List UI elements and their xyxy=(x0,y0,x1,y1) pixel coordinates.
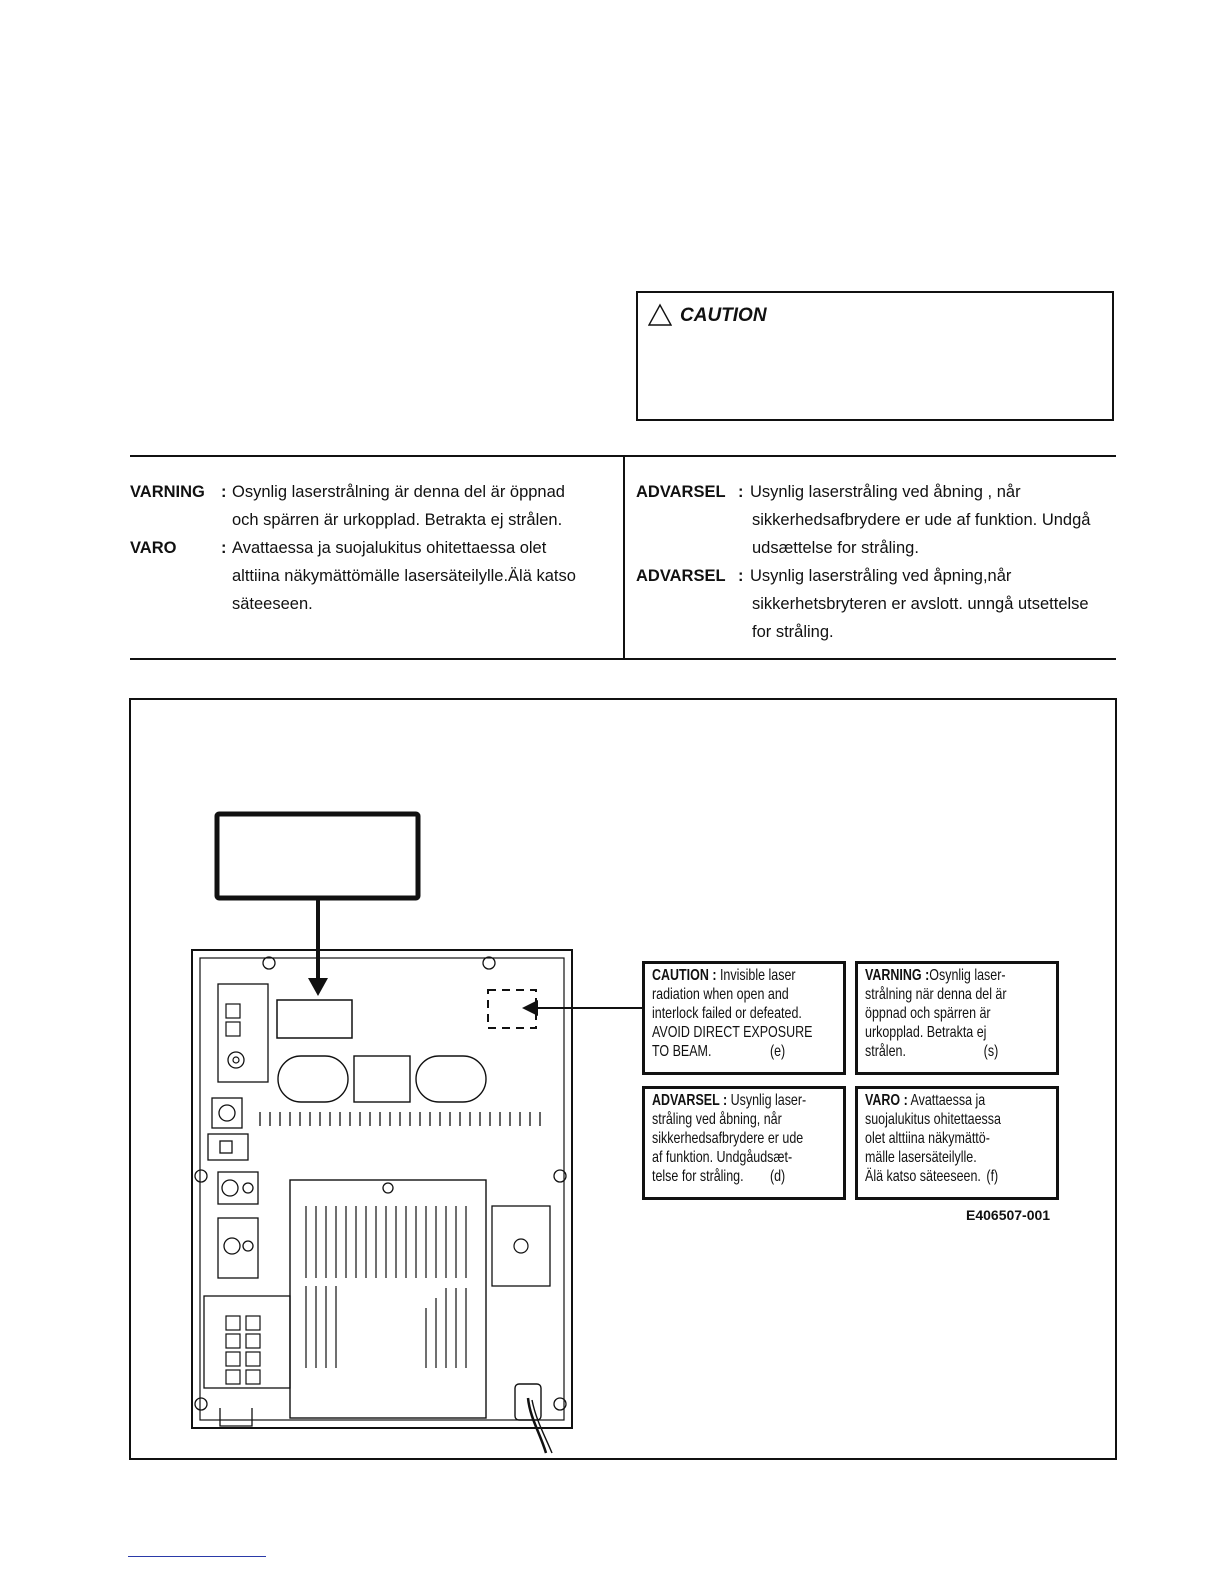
warning-text-line: udsættelse for stråling. xyxy=(752,539,919,557)
warning-text-line: Usynlig laserstråling ved åbning , når xyxy=(750,483,1021,501)
left-arrow-icon xyxy=(522,1000,538,1016)
warning-label-varning: VARNING xyxy=(130,483,205,501)
warning-text-line: sikkerhedsafbrydere er ude af funktion. Undgå xyxy=(752,511,1091,529)
warning-sep: : xyxy=(738,567,744,585)
warning-text-line: Avattaessa ja suojalukitus ohitettaessa olet xyxy=(232,539,547,557)
label-card-varning: VARNING :Osynlig laser- strålning när denna del är öppnad och spärren är urkopplad. Betrakta ej strålen. (s) xyxy=(855,961,1059,1075)
warning-triangle-icon xyxy=(648,303,672,327)
part-number: E406507-001 xyxy=(966,1207,1051,1223)
caution-title: CAUTION xyxy=(680,305,767,326)
footer-link-underline xyxy=(128,1556,266,1557)
warning-text-line: sikkerhetsbryteren er avslott. unngå utsettelse xyxy=(752,595,1089,613)
warning-text-line: for stråling. xyxy=(752,623,834,641)
rear-panel-diagram xyxy=(180,808,620,1458)
warning-text-line: Osynlig laserstrålning är denna del är öppnad xyxy=(232,483,565,501)
down-arrow-icon xyxy=(308,978,328,996)
table-divider xyxy=(623,456,625,659)
pointer-arrow xyxy=(520,996,650,1020)
warning-text-line: alttiina näkymättömälle lasersäteilylle.Älä katso xyxy=(232,567,576,585)
warning-sep: : xyxy=(221,539,227,557)
warning-text-line: och spärren är urkopplad. Betrakta ej strålen. xyxy=(232,511,563,529)
warning-sep: : xyxy=(221,483,227,501)
warning-label-varo: VARO xyxy=(130,539,177,557)
label-card-advarsel: ADVARSEL : Usynlig laser- stråling ved åbning, når sikkerhedsafbrydere er ude af funktion. Undgåudsæt- telse for stråling. (d) xyxy=(642,1086,846,1200)
card-head: CAUTION : xyxy=(652,967,717,984)
caution-box xyxy=(636,291,1114,421)
warning-text-line: säteeseen. xyxy=(232,595,313,613)
label-callout-box xyxy=(217,814,418,898)
warning-sep: : xyxy=(738,483,744,501)
label-card-caution: CAUTION : Invisible laser radiation when open and interlock failed or defeated. AVOID DIRECT EXPOSURE TO BEAM. (e) xyxy=(642,961,846,1075)
warning-text-line: Usynlig laserstråling ved åpning,når xyxy=(750,567,1012,585)
warning-label-advarsel-no: ADVARSEL xyxy=(636,567,726,585)
label-card-varo: VARO : Avattaessa ja suojalukitus ohitettaessa olet alttiina näkymättö- mälle lasersäteilylle. Älä katso säteeseen. (f) xyxy=(855,1086,1059,1200)
warning-label-advarsel-dk: ADVARSEL xyxy=(636,483,726,501)
